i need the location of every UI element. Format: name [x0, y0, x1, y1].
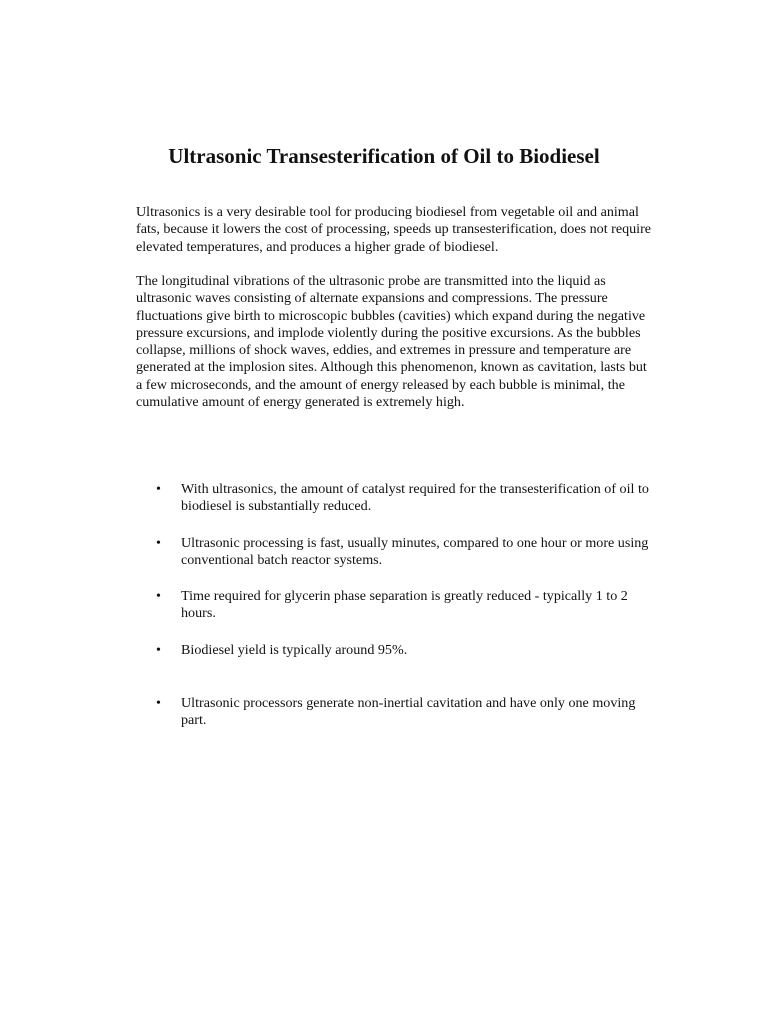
list-item [0, 588, 768, 624]
intro-paragraph: Ultrasonics is a very desirable tool for producing biodiesel from vegetable oil and animal fats, because it lowers the cost of processing, speeds up transesterification, does not require elevated temperatures, and produces a higher grade of biodiesel. [136, 204, 652, 255]
list-item-text: Time required for glycerin phase separation is greatly reduced - typically 1 to 2 hours. [181, 588, 628, 622]
document-title: Ultrasonic Transesterification of Oil to Biodiesel [168, 144, 600, 168]
list-item [0, 695, 768, 731]
bullet-icon: • [156, 481, 161, 497]
list-item [0, 481, 768, 517]
cavitation-paragraph: The longitudinal vibrations of the ultrasonic probe are transmitted into the liquid as ultrasonic waves consisting of alternate expansions and compressions. The pressure fluctuations give birth to microscopic bubbles (cavities) which expand during the negative pressure excursions, and implode violently during the positive excursions. As the bubbles collapse, millions of shock waves, eddies, and extremes in pressure and temperature are generated at the implosion sites. Although this phenomenon, known as cavitation, lasts but a few microseconds, and the amount of energy released by each bubble is minimal, the cumulative amount of energy generated is extremely high. [136, 273, 647, 411]
bullet-icon: • [156, 641, 161, 658]
bullet-icon: • [156, 534, 161, 551]
list-item [0, 535, 768, 571]
bullet-icon: • [156, 588, 161, 604]
list-item [0, 642, 768, 678]
list-item-text: Biodiesel yield is typically around 95%. [181, 641, 408, 658]
benefits-list [0, 481, 768, 749]
list-item-text: Ultrasonic processors generate non-inertial cavitation and have only one moving part. [181, 695, 636, 729]
bullet-icon: • [156, 695, 161, 711]
list-item-text: With ultrasonics, the amount of catalyst required for the transesterification of oil to biodiesel is substantially reduced. [181, 481, 649, 515]
list-item-text: Ultrasonic processing is fast, usually minutes, compared to one hour or more using conventional batch reactor systems. [181, 534, 649, 568]
